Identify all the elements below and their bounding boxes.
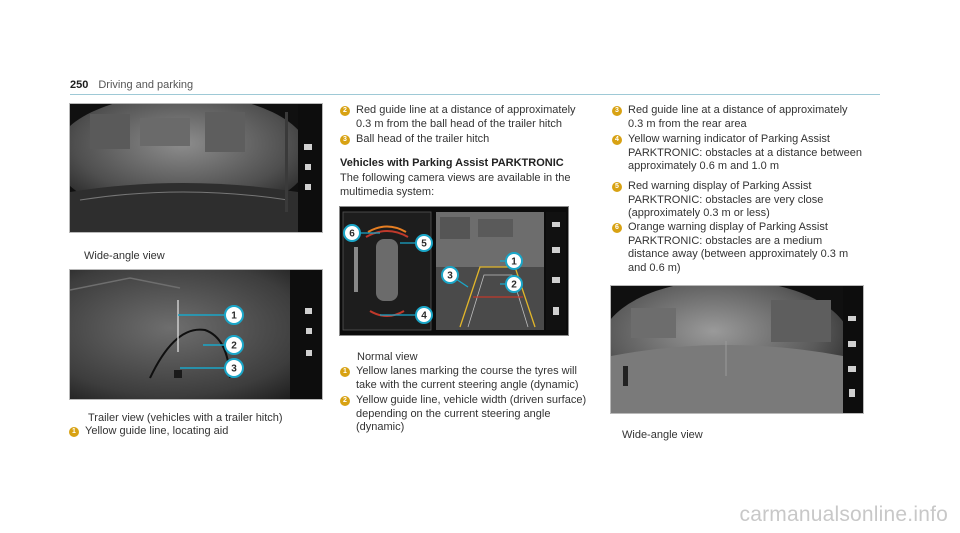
number-badge: 2 [340, 106, 350, 116]
legend-text: Ball head of the trailer hitch [356, 133, 490, 145]
number-badge: 1 [69, 427, 79, 437]
page-header [70, 79, 193, 91]
legend-text: Yellow warning indicator of Parking Assist PARKTRONIC: obstacles at a distance between approximately 0.6 m and 1.0 m [628, 133, 862, 172]
legend-item [340, 104, 590, 131]
legend-item [612, 221, 862, 275]
callout-number: 4 [421, 310, 427, 322]
intro-text: The following camera views are available in the multimedia system: [340, 172, 571, 198]
legend-item [612, 133, 862, 174]
legend-item [612, 180, 862, 221]
callout-number: 1 [511, 256, 517, 268]
number-badge: 3 [340, 135, 350, 145]
normal-view-svg [340, 207, 568, 335]
legend-item [69, 425, 319, 439]
legend-item [612, 104, 862, 131]
legend-text: Yellow guide line, locating aid [85, 425, 229, 437]
callout-number: 6 [349, 228, 355, 240]
legend-item [340, 394, 592, 435]
callout-number: 3 [447, 270, 453, 282]
callout-number: 2 [511, 279, 517, 291]
wide-angle-image-2 [610, 285, 864, 414]
legend-text: Red guide line at a distance of approximately 0.3 m from the ball head of the trailer hitch [356, 104, 576, 130]
callout-number: 5 [421, 238, 427, 250]
trailer-view-svg [70, 270, 322, 399]
watermark: carmanualsonline.info [739, 503, 948, 526]
legend-text: Orange warning display of Parking Assist PARKTRONIC: obstacles are a medium distance away (between approximately 0.3 m and 0.6 m) [628, 221, 849, 274]
number-badge: 2 [340, 396, 350, 406]
callout-number: 2 [231, 340, 237, 352]
legend-text: Red guide line at a distance of approximately 0.3 m from the rear area [628, 104, 848, 130]
section-heading: Vehicles with Parking Assist PARKTRONIC [340, 157, 564, 169]
legend-text: Yellow lanes marking the course the tyres will take with the current steering angle (dynamic) [356, 365, 579, 391]
trailer-view-image [69, 269, 323, 400]
number-badge: 3 [612, 106, 622, 116]
section-title: Driving and parking [98, 79, 194, 91]
legend-text: Red warning display of Parking Assist PARKTRONIC: obstacles are very close (approximately 0.3 m or less) [628, 180, 824, 219]
legend-item [340, 133, 590, 147]
number-badge: 5 [612, 182, 622, 192]
normal-view-image [339, 206, 569, 336]
callout-number: 1 [231, 310, 237, 322]
caption-normal-view: Normal view [357, 351, 418, 363]
header-rule [70, 94, 880, 95]
wide-angle-image [69, 103, 323, 233]
caption-wide-angle: Wide-angle view [84, 250, 165, 262]
page-number: 250 [70, 79, 89, 91]
legend-text: Yellow guide line, vehicle width (driven surface) depending on the current steering angle (dynamic) [356, 394, 587, 433]
callout-number: 3 [231, 363, 237, 375]
number-badge: 4 [612, 135, 622, 145]
caption-trailer-view: Trailer view (vehicles with a trailer hitch) [88, 412, 283, 424]
number-badge: 6 [612, 223, 622, 233]
legend-item [340, 365, 592, 392]
number-badge: 1 [340, 367, 350, 377]
caption-wide-angle-2: Wide-angle view [622, 429, 703, 441]
